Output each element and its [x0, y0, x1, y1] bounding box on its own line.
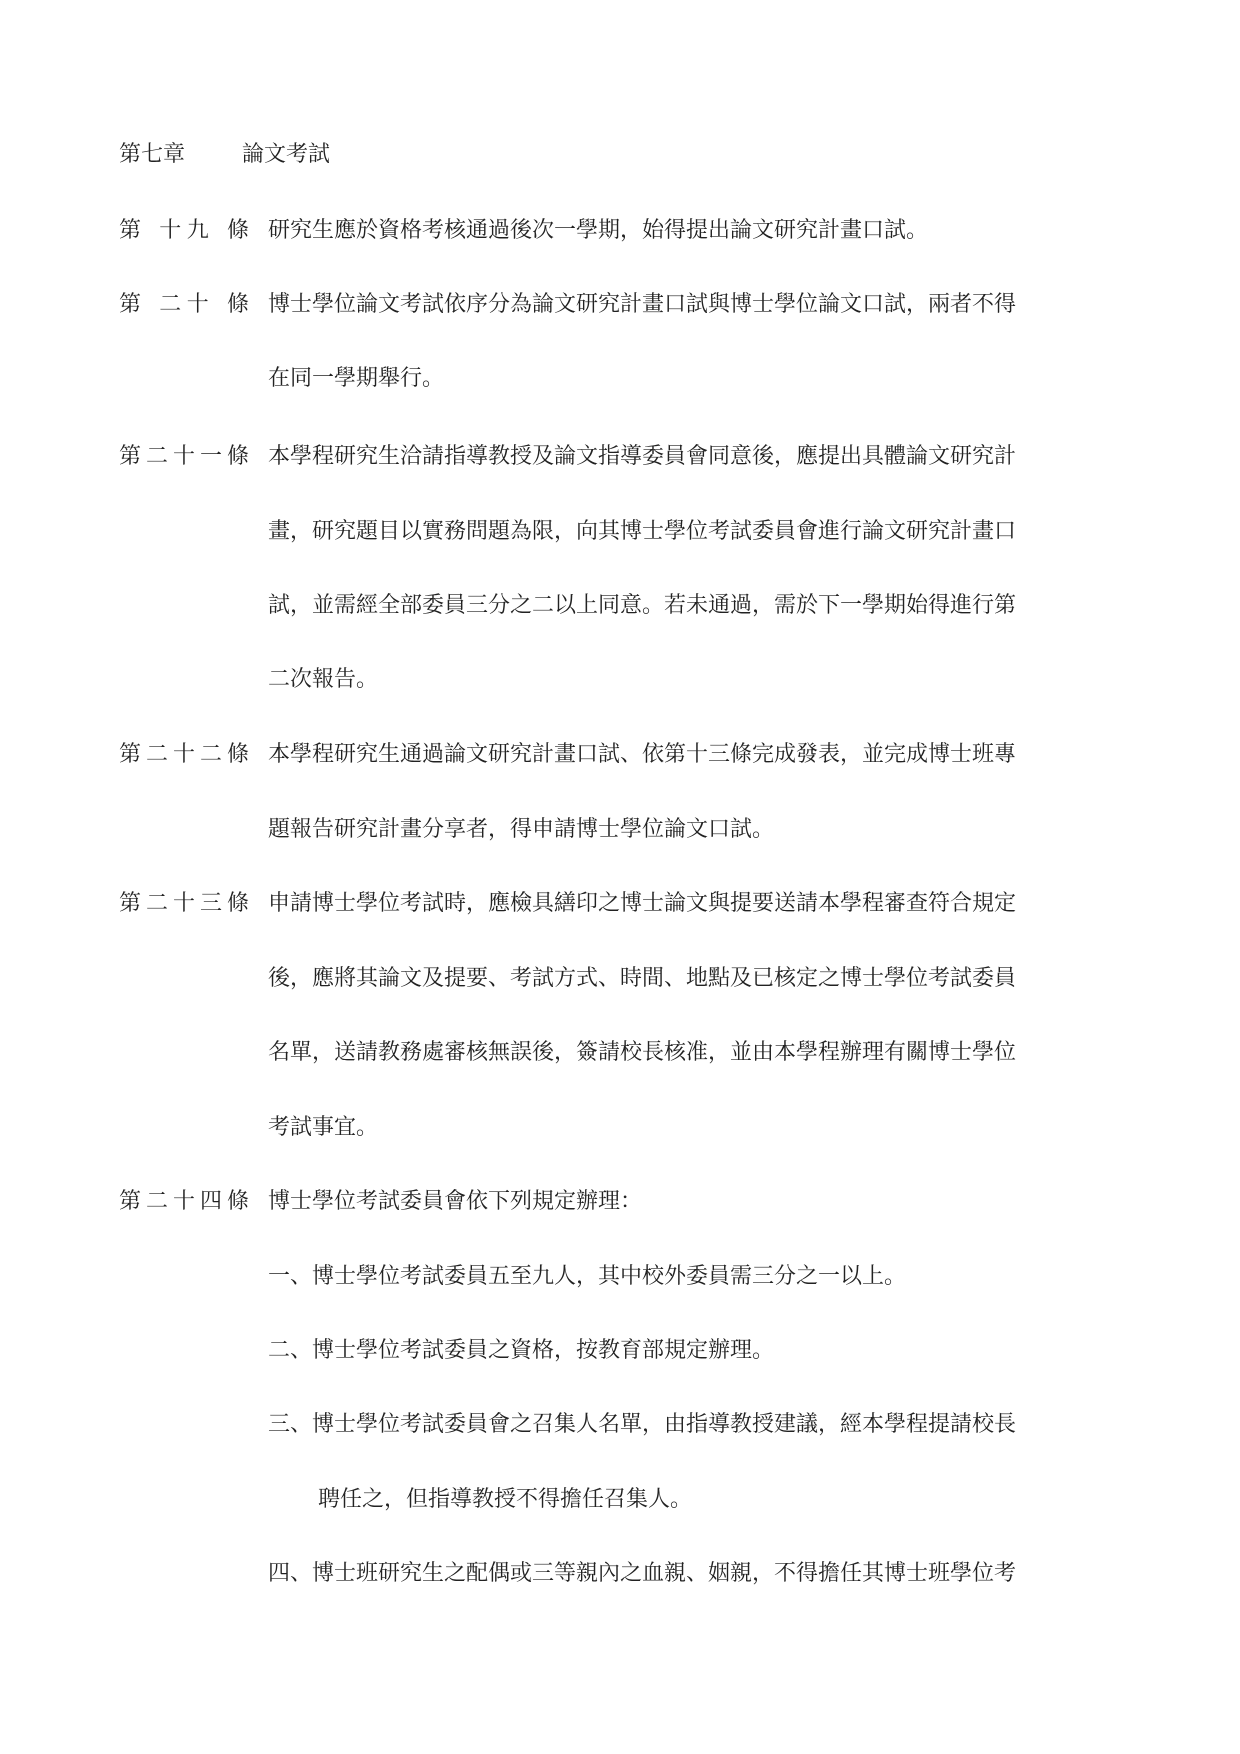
article-22-line-2: 題報告研究計畫分享者，得申請博士學位論文口試。 [268, 817, 775, 842]
article-22-line-1: 本學程研究生通過論文研究計畫口試、依第十三條完成發表，並完成博士班專 [268, 742, 1017, 767]
article-24-item-4-line-1: 四、博士班研究生之配偶或三等親內之血親、姻親，不得擔任其博士班學位考 [268, 1561, 1017, 1586]
article-22-label: 第二十二條 [119, 742, 249, 767]
article-19-label: 第 十九 條 [119, 218, 249, 243]
article-23-label: 第二十三條 [119, 891, 249, 916]
article-23-line-3: 名單，送請教務處審核無誤後，簽請校長核准，並由本學程辦理有關博士學位 [268, 1040, 1017, 1065]
article-21-line-4: 二次報告。 [268, 667, 379, 692]
article-24-label: 第二十四條 [119, 1189, 249, 1214]
article-21-line-1: 本學程研究生洽請指導教授及論文指導委員會同意後，應提出具體論文研究計 [268, 444, 1017, 469]
article-21-line-3: 試，並需經全部委員三分之二以上同意。若未通過，需於下一學期始得進行第 [268, 593, 1017, 618]
article-24-item-3-line-1: 三、博士學位考試委員會之召集人名單，由指導教授建議，經本學程提請校長 [268, 1412, 1017, 1437]
article-20-line-2: 在同一學期舉行。 [268, 366, 445, 391]
article-21-label: 第二十一條 [119, 444, 249, 469]
article-20-label: 第 二十 條 [119, 292, 249, 317]
article-23-line-4: 考試事宜。 [268, 1115, 379, 1140]
article-21-line-2: 畫，研究題目以實務問題為限，向其博士學位考試委員會進行論文研究計畫口 [268, 519, 1017, 544]
article-23-line-2: 後，應將其論文及提要、考試方式、時間、地點及已核定之博士學位考試委員 [268, 966, 1017, 991]
article-24-line-1: 博士學位考試委員會依下列規定辦理： [268, 1189, 643, 1214]
article-24-item-3-line-2: 聘任之，但指導教授不得擔任召集人。 [318, 1487, 693, 1512]
article-19-line-1: 研究生應於資格考核通過後次一學期，始得提出論文研究計畫口試。 [268, 218, 929, 243]
article-23-line-1: 申請博士學位考試時，應檢具繕印之博士論文與提要送請本學程審查符合規定 [268, 891, 1017, 916]
chapter-number: 第七章 [119, 142, 186, 167]
article-24-item-2: 二、博士學位考試委員之資格，按教育部規定辦理。 [268, 1338, 775, 1363]
article-24-item-1: 一、博士學位考試委員五至九人，其中校外委員需三分之一以上。 [268, 1264, 907, 1289]
chapter-title: 論文考試 [242, 142, 331, 167]
article-20-line-1: 博士學位論文考試依序分為論文研究計畫口試與博士學位論文口試，兩者不得 [268, 292, 1017, 317]
